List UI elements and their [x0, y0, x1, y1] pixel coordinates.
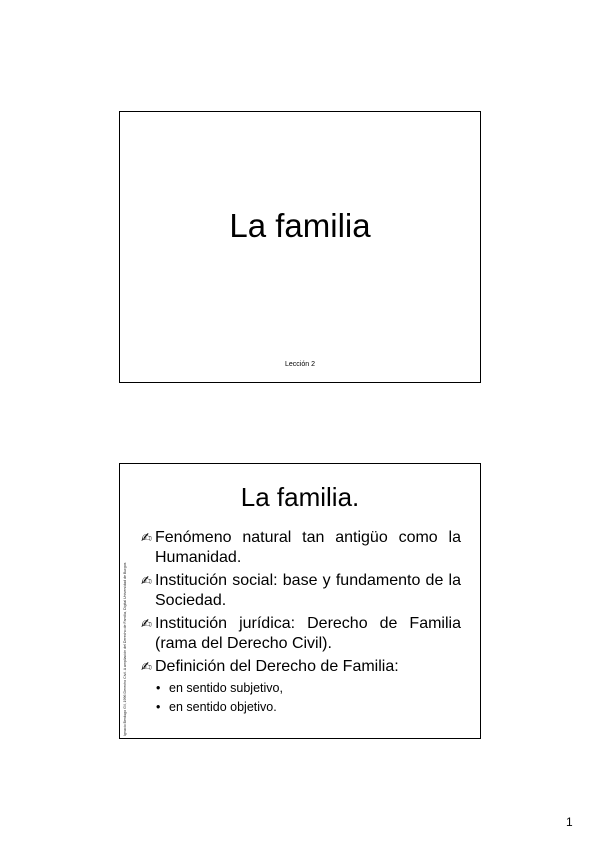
bullet-text: Institución social: base y fundamento de la Sociedad.	[155, 572, 461, 609]
sub-list-item	[155, 679, 461, 698]
page-number: 1	[566, 815, 573, 829]
slide-1	[119, 111, 481, 383]
writing-hand-icon: ✍	[141, 659, 152, 674]
bullet-text: Institución jurídica: Derecho de Familia (rama del Derecho Civil).	[155, 615, 461, 652]
slide-1-subtitle: Lección 2	[285, 361, 315, 368]
slide-2	[119, 463, 481, 739]
sub-bullet-text: en sentido objetivo.	[169, 699, 277, 714]
bullet-list	[141, 528, 461, 721]
list-item	[141, 614, 461, 653]
list-item	[141, 528, 461, 567]
bullet-dot-icon: •	[156, 680, 161, 695]
sub-bullet-list	[155, 679, 461, 717]
side-note-credit	[118, 516, 128, 736]
sub-bullet-text: en sentido subjetivo,	[169, 680, 283, 695]
writing-hand-icon: ✍	[141, 530, 152, 545]
sub-list-item	[155, 698, 461, 717]
list-item	[141, 657, 461, 717]
writing-hand-icon: ✍	[141, 616, 152, 631]
writing-hand-icon: ✍	[141, 573, 152, 588]
bullet-dot-icon: •	[156, 699, 161, 714]
side-note-text: Ignacio Berdugo Gil, 1996 Derecho Civil. A ampliación del Derecho de Familia, Digital Universidad de Burgos	[123, 562, 127, 736]
slide-1-title: La familia	[229, 207, 371, 244]
bullet-text: Fenómeno natural tan antigüo como la Humanidad.	[155, 529, 461, 566]
slide-2-title: La familia.	[240, 482, 360, 512]
list-item	[141, 571, 461, 610]
bullet-text: Definición del Derecho de Familia:	[155, 658, 399, 675]
